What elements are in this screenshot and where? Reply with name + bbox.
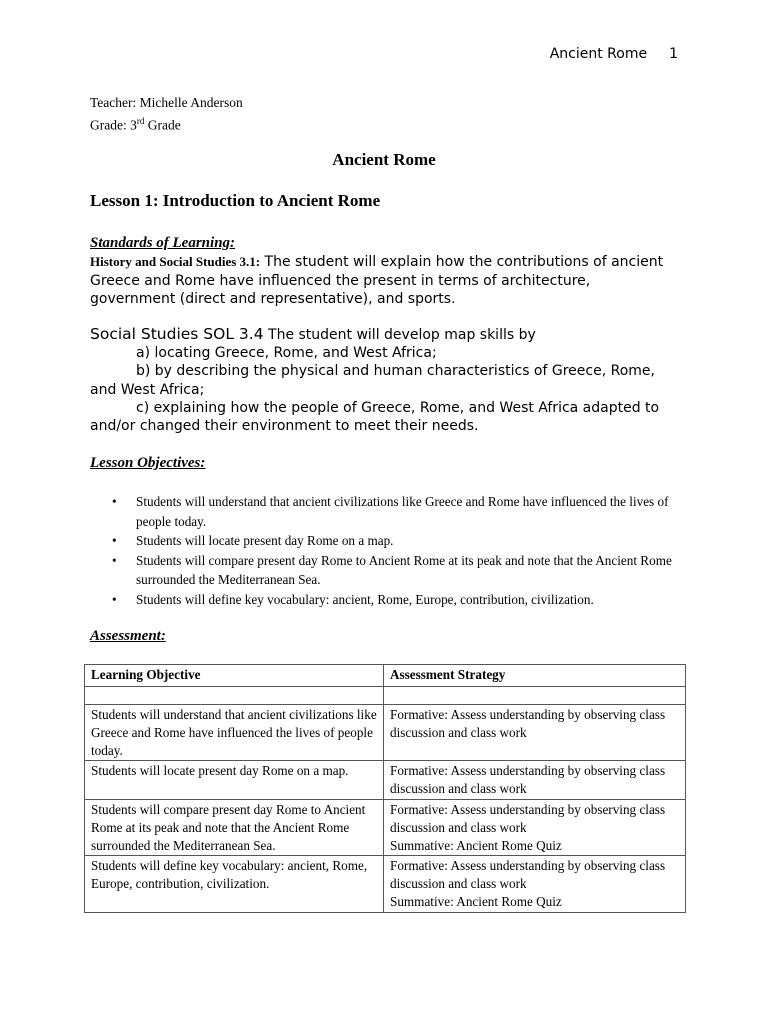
table-row xyxy=(85,799,686,855)
bullet-icon: • xyxy=(112,533,117,548)
sol-3-1-text: The student will explain how the contributions of ancient Greece and Rome have influenced the present in terms of architecture, government (direct and representative), and sports. xyxy=(90,254,664,307)
standards-heading-colon: : xyxy=(230,235,236,251)
list-item xyxy=(90,551,680,590)
standards-heading xyxy=(90,235,235,252)
bullet-icon: • xyxy=(112,552,117,568)
objective-cell: Students will understand that ancient civilizations like Greece and Rome have influenced the lives of people today. xyxy=(85,705,384,761)
table-cell xyxy=(384,687,686,705)
standards-heading-text: Standards of Learning xyxy=(90,235,231,251)
table-row xyxy=(85,856,686,912)
grade-superscript: rd xyxy=(136,116,145,126)
objective-text: Students will compare present day Rome to Ancient Rome at its peak and note that the Ancient Rome surrounded the Mediterranean Sea. xyxy=(136,552,672,587)
teacher-line: Teacher: Michelle Anderson xyxy=(90,95,243,110)
objectives-heading xyxy=(90,455,205,472)
assessment-heading-colon: : xyxy=(160,628,166,644)
table-row xyxy=(85,705,686,761)
strategy-formative: Formative: Assess understanding by observing class discussion and class work xyxy=(390,801,666,835)
page-number: 1 xyxy=(669,46,678,62)
assessment-heading xyxy=(90,628,166,645)
objective-text: Students will define key vocabulary: ancient, Rome, Europe, contribution, civilization. xyxy=(136,591,594,607)
grade-line xyxy=(90,112,243,135)
strategy-summative: Summative: Ancient Rome Quiz xyxy=(390,837,562,853)
list-item xyxy=(90,590,680,610)
sol-3-4-lead: Social Studies SOL 3.4 xyxy=(90,325,264,343)
list-item xyxy=(90,492,680,531)
sol-3-4-text: The student will develop map skills by xyxy=(263,327,536,343)
sol-3-4-item-b: b) by describing the physical and human characteristics of Greece, Rome, and West Africa; xyxy=(90,363,655,398)
running-header xyxy=(550,46,678,62)
strategy-formative: Formative: Assess understanding by observing class discussion and class work xyxy=(390,707,666,740)
grade-suffix: Grade xyxy=(144,117,181,133)
bullet-icon: • xyxy=(112,494,117,509)
objectives-heading-text: Lesson Objectives xyxy=(90,455,201,471)
grade-prefix: Grade: 3 xyxy=(90,117,137,133)
strategy-formative: Formative: Assess understanding by observing class discussion and class work xyxy=(390,763,666,797)
document-title: Ancient Rome xyxy=(332,150,436,169)
objectives-list xyxy=(90,492,680,609)
strategy-formative: Formative: Assess understanding by observing class discussion and class work xyxy=(390,858,666,892)
strategy-cell xyxy=(384,799,686,855)
sol-3-4-item-a: a) locating Greece, Rome, and West Africa; xyxy=(136,345,437,362)
sol-3-1-lead: History and Social Studies 3.1: xyxy=(90,254,261,269)
column-header-objective: Learning Objective xyxy=(85,665,384,687)
strategy-summative: Summative: Ancient Rome Quiz xyxy=(390,893,562,909)
column-header-strategy: Assessment Strategy xyxy=(384,665,686,687)
bullet-icon: • xyxy=(112,591,117,607)
objective-cell: Students will compare present day Rome to Ancient Rome at its peak and note that the Ancient Rome surrounded the Mediterranean Sea. xyxy=(85,799,384,855)
objectives-heading-colon: : xyxy=(200,455,206,471)
objective-cell: Students will define key vocabulary: ancient, Rome, Europe, contribution, civilization. xyxy=(85,856,384,912)
objective-cell: Students will locate present day Rome on a map. xyxy=(85,761,384,800)
strategy-cell xyxy=(384,856,686,912)
assessment-table xyxy=(84,664,686,913)
sol-3-4-item-c: c) explaining how the people of Greece, Rome, and West Africa adapted to and/or changed their environment to meet their needs. xyxy=(90,399,660,435)
strategy-cell xyxy=(384,761,686,800)
objective-text: Students will locate present day Rome on a map. xyxy=(136,533,394,548)
table-cell xyxy=(85,687,384,705)
table-row xyxy=(85,761,686,800)
standard-sol-3-1 xyxy=(90,253,680,309)
table-header-row xyxy=(85,665,686,687)
assessment-heading-text: Assessment xyxy=(90,628,161,644)
lesson-meta xyxy=(90,94,243,135)
list-item xyxy=(90,531,680,551)
strategy-cell xyxy=(384,705,686,761)
table-row-empty xyxy=(85,687,686,705)
running-title: Ancient Rome xyxy=(549,46,648,62)
objective-text: Students will understand that ancient civilizations like Greece and Rome have influenced the lives of people today. xyxy=(136,494,669,529)
standard-sol-3-4 xyxy=(90,325,680,435)
lesson-title: Lesson 1: Introduction to Ancient Rome xyxy=(90,191,381,210)
